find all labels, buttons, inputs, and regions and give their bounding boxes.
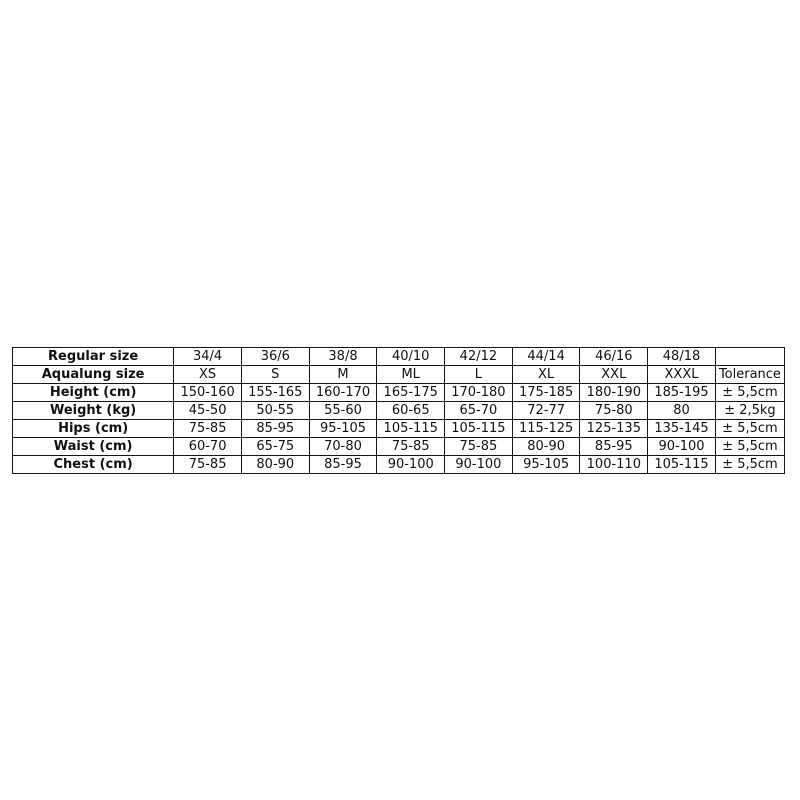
table-cell: 85-95 <box>241 420 309 438</box>
table-cell: 90-100 <box>445 456 513 474</box>
table-cell: 90-100 <box>377 456 445 474</box>
row-label: Waist (cm) <box>13 438 174 456</box>
table-cell: 85-95 <box>309 456 377 474</box>
table-cell: 65-70 <box>445 402 513 420</box>
table-row <box>13 384 785 402</box>
table-cell: S <box>241 366 309 384</box>
table-cell: ± 5,5cm <box>715 438 784 456</box>
table-cell: 125-135 <box>580 420 648 438</box>
row-label: Hips (cm) <box>13 420 174 438</box>
table-row <box>13 438 785 456</box>
table-cell: 80-90 <box>241 456 309 474</box>
table-cell: 160-170 <box>309 384 377 402</box>
table-cell: 75-85 <box>445 438 513 456</box>
table-cell: M <box>309 366 377 384</box>
table-cell: Tolerance <box>715 366 784 384</box>
table-cell: 72-77 <box>512 402 580 420</box>
table-cell: 150-160 <box>174 384 242 402</box>
table-cell: L <box>445 366 513 384</box>
table-cell: 135-145 <box>648 420 716 438</box>
row-label: Height (cm) <box>13 384 174 402</box>
table-cell: 38/8 <box>309 348 377 366</box>
table-cell: 180-190 <box>580 384 648 402</box>
table-cell: 48/18 <box>648 348 716 366</box>
table-cell: ± 5,5cm <box>715 456 784 474</box>
table-cell: 75-85 <box>377 438 445 456</box>
table-cell <box>715 348 784 366</box>
row-label: Chest (cm) <box>13 456 174 474</box>
table-cell: 95-105 <box>512 456 580 474</box>
table-cell: 75-85 <box>174 456 242 474</box>
table-cell: ML <box>377 366 445 384</box>
table-cell: 75-80 <box>580 402 648 420</box>
table-row <box>13 420 785 438</box>
table-cell: 105-115 <box>648 456 716 474</box>
table-row <box>13 348 785 366</box>
table-cell: 40/10 <box>377 348 445 366</box>
size-chart-body <box>13 348 785 474</box>
table-row <box>13 456 785 474</box>
table-cell: 85-95 <box>580 438 648 456</box>
table-cell: 42/12 <box>445 348 513 366</box>
table-cell: 170-180 <box>445 384 513 402</box>
size-chart-table <box>12 347 785 474</box>
table-cell: 95-105 <box>309 420 377 438</box>
table-cell: ± 5,5cm <box>715 384 784 402</box>
table-cell: 165-175 <box>377 384 445 402</box>
table-cell: 46/16 <box>580 348 648 366</box>
table-cell: 55-60 <box>309 402 377 420</box>
table-cell: 45-50 <box>174 402 242 420</box>
table-cell: 80-90 <box>512 438 580 456</box>
table-cell: 155-165 <box>241 384 309 402</box>
table-cell: 70-80 <box>309 438 377 456</box>
table-cell: ± 2,5kg <box>715 402 784 420</box>
table-cell: 65-75 <box>241 438 309 456</box>
table-cell: XXXL <box>648 366 716 384</box>
table-cell: 60-65 <box>377 402 445 420</box>
table-cell: 80 <box>648 402 716 420</box>
table-cell: 105-115 <box>445 420 513 438</box>
table-cell: 105-115 <box>377 420 445 438</box>
table-cell: 175-185 <box>512 384 580 402</box>
row-label: Weight (kg) <box>13 402 174 420</box>
table-cell: 75-85 <box>174 420 242 438</box>
table-cell: 90-100 <box>648 438 716 456</box>
table-cell: XS <box>174 366 242 384</box>
table-cell: 34/4 <box>174 348 242 366</box>
row-label: Regular size <box>13 348 174 366</box>
table-cell: 100-110 <box>580 456 648 474</box>
table-row <box>13 402 785 420</box>
table-cell: XXL <box>580 366 648 384</box>
table-cell: ± 5,5cm <box>715 420 784 438</box>
size-chart-container <box>12 347 785 474</box>
table-cell: 50-55 <box>241 402 309 420</box>
table-cell: XL <box>512 366 580 384</box>
table-cell: 44/14 <box>512 348 580 366</box>
row-label: Aqualung size <box>13 366 174 384</box>
table-row <box>13 366 785 384</box>
table-cell: 185-195 <box>648 384 716 402</box>
table-cell: 115-125 <box>512 420 580 438</box>
table-cell: 60-70 <box>174 438 242 456</box>
table-cell: 36/6 <box>241 348 309 366</box>
